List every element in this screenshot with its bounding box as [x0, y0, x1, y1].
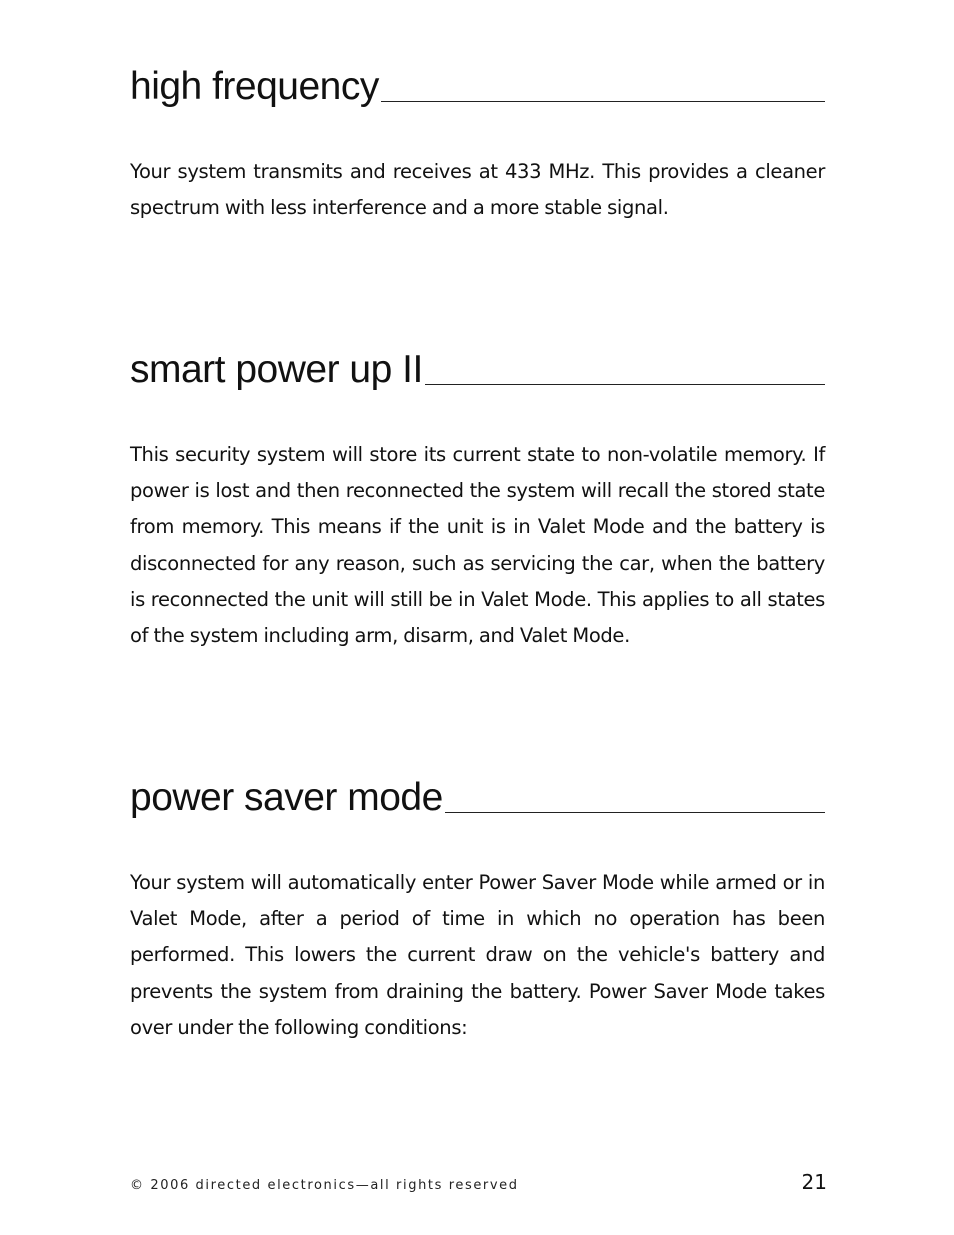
section-title: power saver mode: [130, 776, 443, 819]
heading-rule: [425, 384, 825, 385]
section-body: This security system will store its current state to non-volatile memory. If power is lost and then reconnected the system will recall the stored state from memory. This means if the unit is in Valet Mode and the battery is disconnected for any reason, such as servicing the car, when the battery is reconnected the unit will still be in Valet Mode. This applies to all states of the system including arm, disarm, and Valet Mode.: [130, 443, 825, 648]
heading-rule: [381, 101, 825, 102]
section-heading-row: [130, 773, 825, 817]
section-title: smart power up II: [130, 348, 423, 391]
section-power-saver-mode: [130, 773, 825, 1046]
section-title: high frequency: [130, 65, 379, 108]
heading-rule: [445, 812, 825, 813]
copyright-notice: © 2006 directed electronics—all rights reserved: [130, 1178, 519, 1193]
section-heading-row: [130, 62, 825, 106]
section-heading-row: [130, 345, 825, 389]
page-number: 21: [801, 1170, 827, 1194]
section-high-frequency: [130, 62, 825, 226]
page-footer: [130, 1170, 827, 1194]
section-smart-power-up: [130, 345, 825, 654]
section-body: Your system transmits and receives at 433 MHz. This provides a cleaner spectrum with less interference and a more stable signal.: [130, 160, 825, 220]
section-body: Your system will automatically enter Power Saver Mode while armed or in Valet Mode, after a period of time in which no operation has been performed. This lowers the current draw on the vehicle's battery and prevents the system from draining the battery. Power Saver Mode takes over under the following conditions:: [130, 871, 825, 1039]
